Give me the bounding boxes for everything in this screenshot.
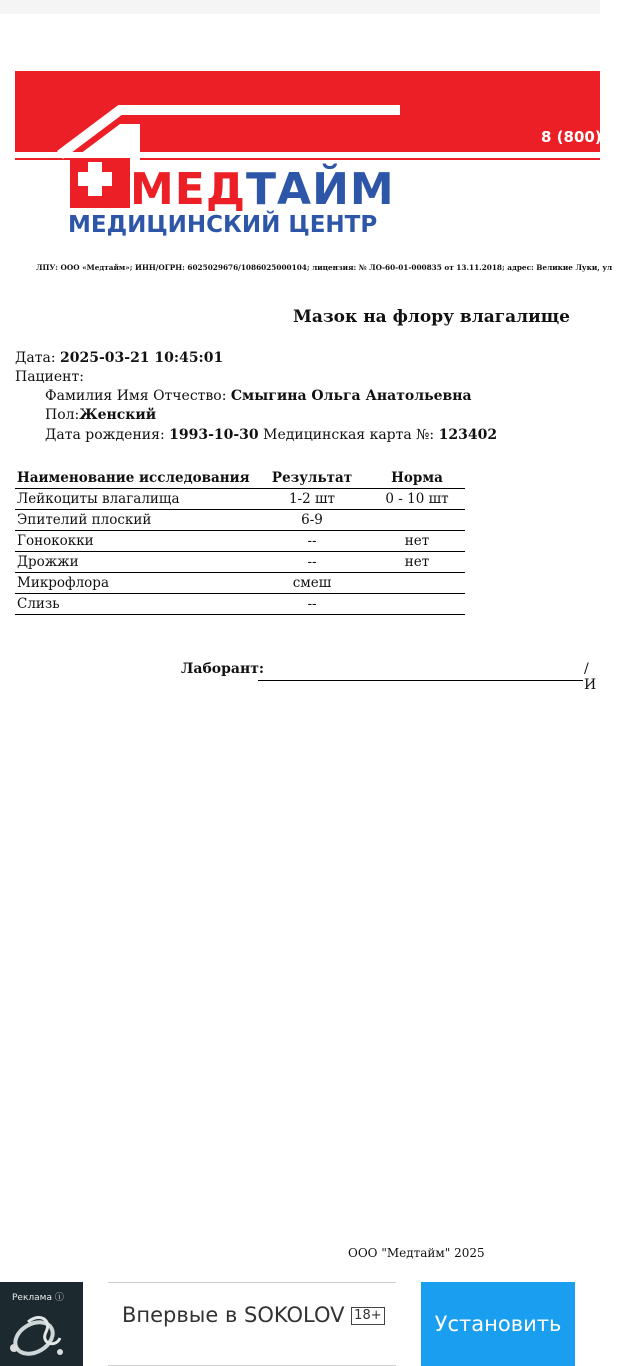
info-icon[interactable]: ⓘ [54, 1293, 64, 1303]
test-norm: нет [369, 531, 465, 552]
patient-label: Пациент: [15, 369, 84, 385]
col-header-norm: Норма [369, 468, 465, 489]
ad-banner[interactable] [0, 1282, 600, 1366]
signature-line [258, 680, 583, 681]
fio-label: Фамилия Имя Отчество: [45, 388, 227, 404]
brand-name-red: МЕД [130, 164, 247, 215]
table-row [15, 531, 465, 552]
table-row [15, 573, 465, 594]
age-rating-badge: 18+ [351, 1307, 384, 1325]
test-name: Микрофлора [15, 573, 255, 594]
date-line [15, 349, 223, 367]
test-result: 1-2 шт [255, 489, 369, 510]
fio-value: Смыгина Ольга Анатольевна [230, 388, 472, 404]
test-norm: нет [369, 552, 465, 573]
test-result: -- [255, 594, 369, 615]
table-header-row [15, 468, 465, 489]
date-value: 2025-03-21 10:45:01 [60, 350, 224, 366]
test-name: Лейкоциты влагалища [15, 489, 255, 510]
brand-name [130, 164, 395, 215]
table-row [15, 552, 465, 573]
test-name: Дрожжи [15, 552, 255, 573]
test-result: -- [255, 531, 369, 552]
dob-value: 1993-10-30 [169, 427, 259, 443]
test-name: Гонококки [15, 531, 255, 552]
card-value: 123402 [438, 427, 498, 443]
test-norm [369, 594, 465, 615]
table-row [15, 594, 465, 615]
dob-line [45, 426, 497, 444]
jewelry-ring-icon [0, 1282, 83, 1366]
test-result: 6-9 [255, 510, 369, 531]
dob-label: Дата рождения: [45, 427, 165, 443]
test-name: Слизь [15, 594, 255, 615]
brand-subtitle: МЕДИЦИНСКИЙ ЦЕНТР [68, 212, 378, 238]
legal-info: ЛПУ: ООО «Медтайм»; ИНН/ОГРН: 6025029676/1086025000104; лицензия: № ЛО-60-01-000835 от 13.11.2018; адрес: Великие Луки, ул [36, 263, 613, 272]
signature-tail: /И [584, 661, 597, 693]
footer-copyright: ООО "Медтайм" 2025 [348, 1246, 485, 1260]
status-bar [0, 0, 600, 14]
ad-text-box[interactable] [108, 1282, 396, 1366]
sex-label: Пол: [45, 407, 80, 423]
col-header-result: Результат [255, 468, 369, 489]
ad-badge-label: Реклама [12, 1293, 52, 1303]
test-norm: 0 - 10 шт [369, 489, 465, 510]
ad-text-label: Впервые в SOKOLOV [122, 1303, 345, 1327]
test-result: -- [255, 552, 369, 573]
fio-line [45, 387, 472, 405]
col-header-test: Наименование исследования [15, 468, 255, 489]
card-label: Медицинская карта №: [263, 427, 435, 443]
table-row [15, 510, 465, 531]
install-button[interactable]: Установить [421, 1282, 575, 1366]
sex-value: Женский [79, 407, 157, 423]
test-norm [369, 510, 465, 531]
ad-image[interactable] [0, 1282, 83, 1366]
brand-name-blue: ТАЙМ [246, 164, 395, 215]
sex-line [45, 406, 156, 424]
test-name: Эпителий плоский [15, 510, 255, 531]
lab-technician-label: Лаборант: [181, 661, 265, 677]
date-label: Дата: [15, 350, 56, 366]
clinic-phone[interactable]: 8 (800) 3 [541, 128, 617, 146]
page-title: Мазок на флору влагалище [293, 307, 570, 327]
ad-text [122, 1303, 385, 1327]
test-result: смеш [255, 573, 369, 594]
results-table [15, 468, 465, 615]
test-norm [369, 573, 465, 594]
table-row [15, 489, 465, 510]
